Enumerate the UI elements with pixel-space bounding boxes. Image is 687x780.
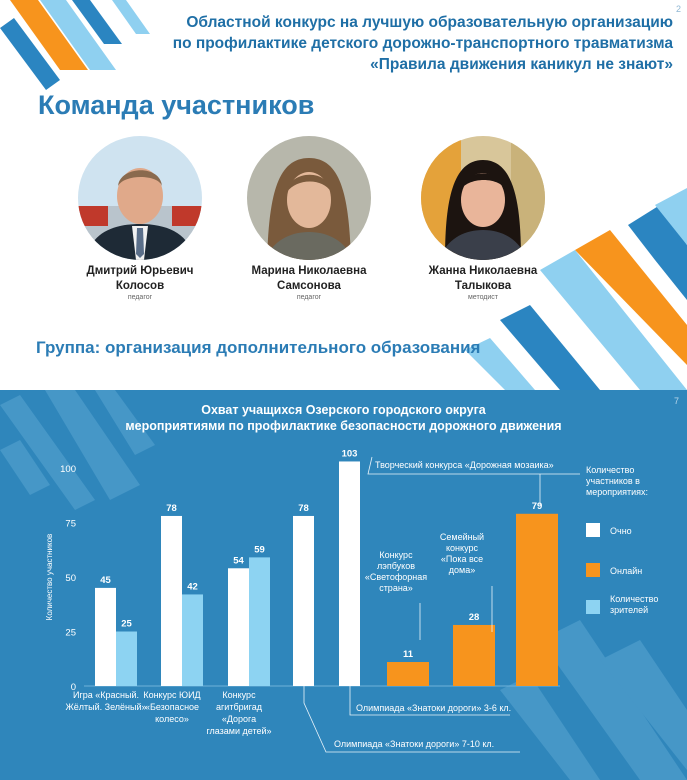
category-label: колесо» [155, 714, 189, 724]
bar-value-label: 42 [187, 581, 198, 593]
slide-chart [0, 390, 687, 780]
callout-label: Конкурс [379, 550, 413, 560]
bar-Очно [339, 461, 360, 686]
coverage-bar-chart [0, 390, 687, 780]
bar-value-label: 45 [100, 574, 111, 586]
bar-value-label: 11 [402, 649, 414, 661]
category-label: Конкурс ЮИД [143, 690, 201, 700]
legend-label: Количество [610, 594, 659, 604]
bar-Очно [293, 516, 314, 686]
member-name-kolosov [50, 264, 230, 294]
callout-label: «Пока все [440, 554, 484, 564]
callout-label: Творческий конкурса «Дорожная мозаика» [375, 460, 554, 470]
category-label: агитбригад [216, 702, 262, 712]
avatar-kolosov [78, 136, 202, 260]
legend-swatch [586, 600, 600, 614]
member-last-name: Самсонова [277, 280, 341, 292]
chart-title-line-2: мероприятиями по профилактике безопасности дорожного движения [125, 419, 562, 433]
bar-Очно [228, 568, 249, 686]
callout-label: Олимпиада «Знатоки дороги» 3-6 кл. [356, 703, 512, 713]
category-label: Жёлтый. Зелёный» [65, 702, 147, 712]
bar-value-label: 78 [298, 502, 309, 514]
member-first-name: Жанна Николаевна [428, 265, 538, 277]
legend-title: мероприятиях: [586, 487, 649, 497]
member-name-samsonova [219, 264, 399, 294]
bar-value-label: 25 [121, 618, 132, 630]
bar-value-label: 59 [254, 544, 265, 556]
callout-label: «Светофорная [364, 572, 428, 582]
bar-Онлайн [516, 514, 558, 686]
bar-value-label: 103 [341, 448, 358, 460]
member-role-kolosov: педагог [127, 294, 153, 301]
category-label: Конкурс [222, 690, 256, 700]
member-last-name: Колосов [115, 280, 165, 292]
callout-label: страна» [379, 583, 413, 593]
member-last-name: Талыкова [454, 280, 512, 292]
callout-label: Олимпиада «Знатоки дороги» 7-10 кл. [334, 739, 495, 749]
bar-Онлайн [387, 662, 429, 686]
callout-label: конкурс [446, 543, 478, 553]
page-number: 7 [673, 396, 679, 406]
member-role-samsonova: педагог [296, 294, 322, 301]
legend-label: зрителей [610, 605, 649, 615]
legend-label: Онлайн [610, 566, 643, 576]
legend-title: Количество [586, 465, 635, 475]
y-tick-label: 50 [65, 573, 76, 584]
bar-Очно [161, 516, 182, 686]
y-tick-label: 0 [70, 682, 76, 693]
legend-swatch [586, 563, 600, 577]
callout-label: Семейный [439, 532, 485, 542]
avatar-talykova [421, 136, 545, 260]
member-first-name: Марина Николаевна [251, 265, 367, 277]
y-tick-label: 100 [60, 464, 76, 475]
bar-Количество зрителей [116, 632, 137, 687]
title-line-2: по профилактике детского дорожно-транспортного травматизма [172, 35, 673, 52]
bar-Очно [95, 588, 116, 686]
y-tick-label: 75 [65, 518, 76, 530]
group-label: Группа: организация дополнительного образования [36, 338, 481, 357]
contest-title [113, 12, 673, 75]
y-axis-label: Количество участников [45, 533, 54, 621]
category-label: глазами детей» [206, 726, 272, 736]
category-label: «Дорога [221, 714, 257, 724]
member-role-talykova: методист [467, 294, 499, 301]
title-line-3: «Правила движения каникул не знают» [370, 56, 673, 73]
y-tick-label: 25 [65, 627, 76, 639]
legend-swatch [586, 523, 600, 537]
title-line-1: Областной конкурс на лучшую образовательную организацию [186, 14, 673, 31]
team-heading: Команда участников [38, 90, 315, 120]
chart-title-line-1: Охват учащихся Озерского городского округа [201, 403, 486, 417]
member-first-name: Дмитрий Юрьевич [86, 265, 194, 277]
bar-value-label: 79 [531, 500, 543, 512]
legend-title: участников в [586, 476, 640, 486]
bar-Онлайн [453, 625, 495, 686]
bar-value-label: 78 [166, 502, 177, 514]
legend-label: Очно [610, 526, 632, 536]
callout-label: дома» [448, 565, 476, 575]
category-label: Игра «Красный. [73, 690, 139, 700]
callout-label: лэпбуков [377, 561, 415, 571]
bar-Количество зрителей [182, 594, 203, 686]
bar-value-label: 28 [468, 611, 480, 623]
avatar-samsonova [247, 136, 371, 260]
page-number: 2 [675, 4, 681, 14]
category-label: «Безопасное [144, 702, 200, 712]
member-name-talykova [393, 264, 573, 294]
bar-Количество зрителей [249, 557, 270, 686]
bar-value-label: 54 [233, 555, 244, 567]
